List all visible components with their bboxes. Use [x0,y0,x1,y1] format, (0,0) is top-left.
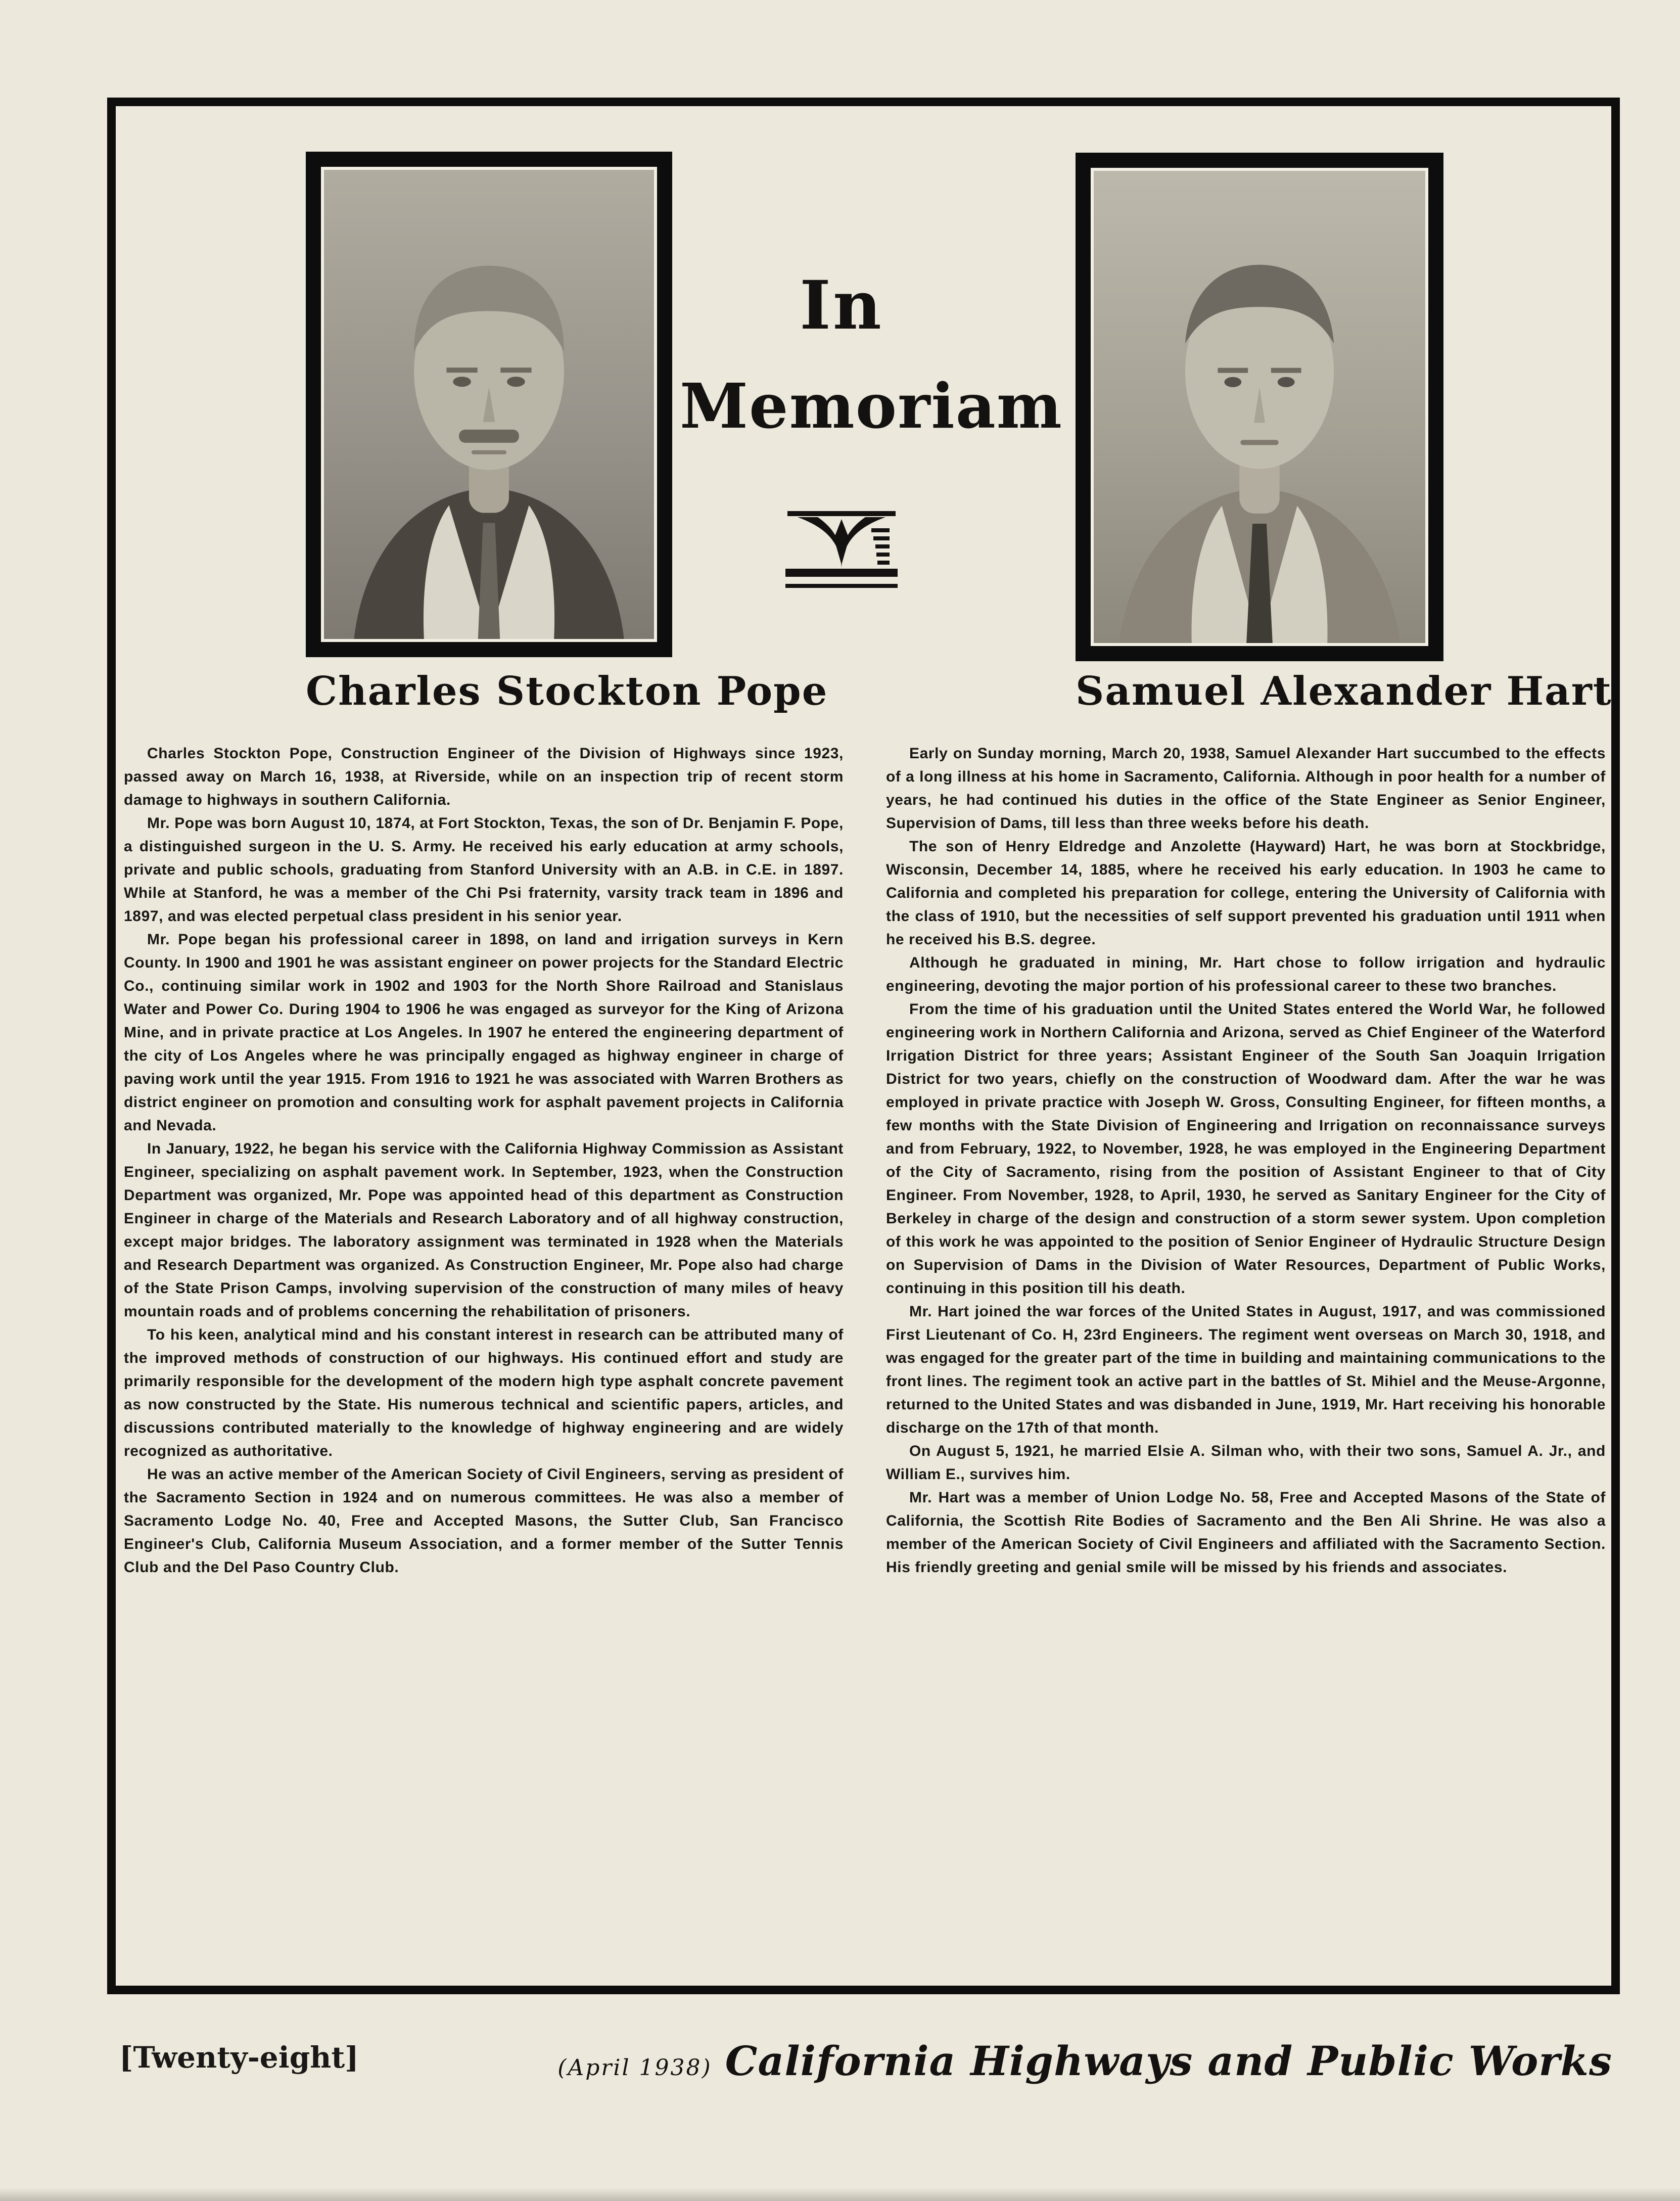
portrait-photo-pope [321,167,657,642]
obituary-column-hart [886,742,1606,1579]
obituary-paragraph: The son of Henry Eldredge and Anzolette (Hayward) Hart, he was born at Stockbridge, Wisconsin, December 14, 1885, where he received his early education. In 1903 he came to California and completed his preparation for college, entering the University of California with the class of 1910, but the necessities of self support prevented his graduation until 1911 when he received his B.S. degree. [886,838,1606,948]
memoriam-title-line2: Memoriam [680,370,1063,442]
obituary-paragraph: From the time of his graduation until the United States entered the World War, he followed engineering work in Northern California and Arizona, served as Chief Engineer of the Waterford Irrigation District for three years; Assistant Engineer of the South San Joaquin Irrigation District for two years, chiefly on the construction of Woodward dam. After the war he was employed in private practice with Joseph W. Gross, Consulting Engineer, for fifteen months, a few months with the State Division of Engineering and Irrigation on reconnaissance surveys and from February, 1922, to November, 1928, he was employed in the Engineering Department of the City of Sacramento, rising from the position of Assistant Engineer to that of City Engineer. From November, 1928, to April, 1930, he served as Sanitary Engineer for the City of Berkeley in charge of the design and construction of a storm sewer system. Upon completion of this work he was appointed to the position of Senior Engineer of Hydraulic Structure Design on Supervision of Dams in the Division of Water Resources, Department of Public Works, continuing in this position till his death. [886,1001,1606,1297]
obituary-paragraph: In January, 1922, he began his service with the California Highway Commission as Assistant Engineer, specializing on asphalt pavement work. In September, 1923, when the Construction Department was organized, Mr. Pope was appointed head of this department as Construction Engineer in charge of the Materials and Research Laboratory and of all highway construction, except major bridges. The laboratory assignment was terminated in 1928 when the Materials and Research Department was organized. As Construction Engineer, Mr. Pope also had charge of the State Prison Camps, involving supervision of the construction of many miles of heavy mountain roads and of problems concerning the rehabilitation of prisoners. [124,1140,844,1320]
page-number: [Twenty-eight] [119,2040,359,2075]
obituary-paragraph: Mr. Pope was born August 10, 1874, at Fort Stockton, Texas, the son of Dr. Benjamin F. Pope, a distinguished surgeon in the U. S. Army. He received his early education at army schools, private and public schools, graduating from Stanford University with an A.B. in C.E. in 1897. While at Stanford, he was a member of the Chi Psi fraternity, varsity track team in 1896 and 1897, and was elected perpetual class president in his senior year. [124,815,844,925]
publication-title: California Highways and Public Works [725,2037,1612,2085]
obituary-paragraph: Early on Sunday morning, March 20, 1938, Samuel Alexander Hart succumbed to the effects of a long illness at his home in Sacramento, California. Although in poor health for a number of years, he had continued his duties in the office of the State Engineer as Senior Engineer, Supervision of Dams, till less than three weeks before his death. [886,745,1606,832]
caption-hart: Samuel Alexander Hart [1076,668,1612,714]
obituary-column-pope [124,742,844,1579]
issue-date: (April 1938) [557,2055,712,2081]
caption-pope: Charles Stockton Pope [306,668,828,714]
obituary-paragraph: To his keen, analytical mind and his constant interest in research can be attributed many of the improved methods of construction of our highways. His continued effort and study are primarily responsible for the development of the modern high type asphalt concrete pavement as now constructed by the State. His numerous technical and scientific papers, articles, and discussions contributed materially to the knowledge of highway engineering and are widely recognized as authoritative. [124,1326,844,1459]
memorial-ornament-icon [768,508,915,594]
portrait-frame-hart [1076,153,1443,661]
memoriam-title-line1: In [800,266,883,345]
pope-portrait-illustration [324,170,654,639]
obituary-paragraph: Charles Stockton Pope, Construction Engineer of the Division of Highways since 1923, passed away on March 16, 1938, at Riverside, while on an inspection trip of recent storm damage to highways in southern California. [124,745,844,808]
obituary-paragraph: He was an active member of the American Society of Civil Engineers, serving as president of the Sacramento Section in 1924 and on numerous committees. He was also a member of Sacramento Lodge No. 40, Free and Accepted Masons, the Sutter Club, San Francisco Engineer's Club, California Museum Association, and a former member of the Sutter Tennis Club and the Del Paso Country Club. [124,1466,844,1576]
portrait-photo-hart [1091,168,1428,646]
obituary-paragraph: On August 5, 1921, he married Elsie A. Silman who, with their two sons, Samuel A. Jr., and William E., survives him. [886,1443,1606,1483]
footer-right [557,2037,1612,2085]
obituary-paragraph: Mr. Hart was a member of Union Lodge No. 58, Free and Accepted Masons of the State of California, the Scottish Rite Bodies of Sacramento and the Ben Ali Shrine. He was also a member of the American Society of Civil Engineers and affiliated with the Sacramento Section. His friendly greeting and genial smile will be missed by his friends and associates. [886,1489,1606,1576]
portrait-frame-pope [306,152,672,657]
hart-portrait-illustration [1094,171,1425,643]
obituary-paragraph: Although he graduated in mining, Mr. Hart chose to follow irrigation and hydraulic engineering, devoting the major portion of his professional career to these two branches. [886,954,1606,994]
obituary-paragraph: Mr. Pope began his professional career in 1898, on land and irrigation surveys in Kern County. In 1900 and 1901 he was assistant engineer on power projects for the Standard Electric Co., continuing similar work in 1902 and 1903 for the North Shore Railroad and Stanislaus Water and Power Co. During 1904 to 1906 he was engaged as surveyor for the King of Arizona Mine, and in private practice at Los Angeles. In 1907 he entered the engineering department of the city of Los Angeles where he was principally engaged as highway engineer in charge of paving work until the year 1915. From 1916 to 1921 he was associated with Warren Brothers as district engineer on promotion and consulting work for asphalt pavement projects in California and Nevada. [124,931,844,1134]
memoriam-title [680,266,1063,444]
obituary-paragraph: Mr. Hart joined the war forces of the United States in August, 1917, and was commissioned First Lieutenant of Co. H, 23rd Engineers. The regiment went overseas on March 30, 1918, and was engaged for the greater part of the time in building and maintaining communications to the front lines. The regiment took an active part in the battles of St. Mihiel and the Meuse-Argonne, returned to the United States and was disbanded in June, 1919, Mr. Hart receiving his honorable discharge on the 17th of that month. [886,1303,1606,1436]
